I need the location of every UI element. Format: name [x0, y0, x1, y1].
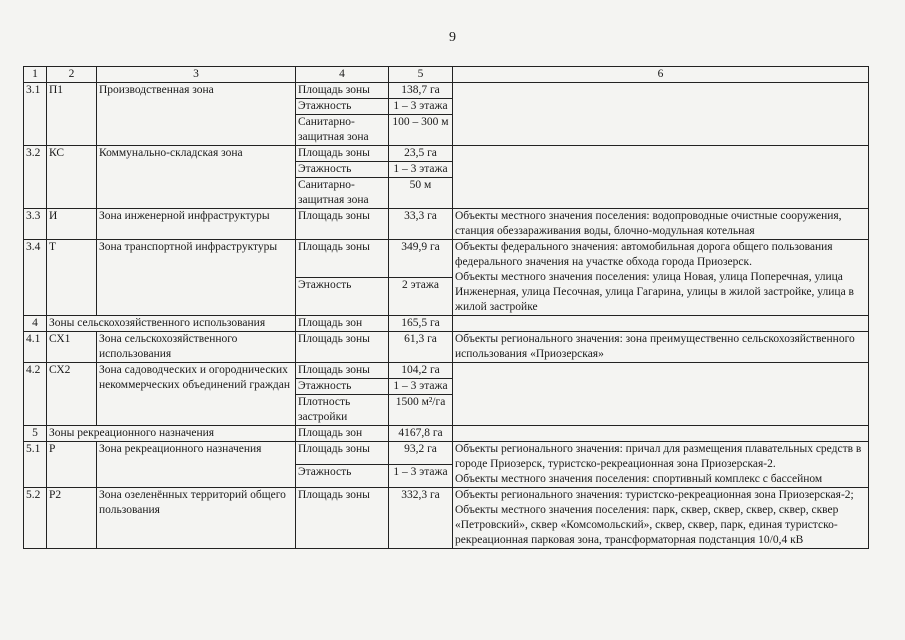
column-header: 4	[296, 67, 389, 83]
zone-objects	[453, 363, 869, 426]
param-label: Плотность застройки	[296, 395, 389, 426]
zone-name: Зона транспортной инфраструктуры	[97, 240, 296, 316]
zone-name: Производственная зона	[97, 83, 296, 146]
table-row	[24, 488, 869, 549]
objects-paragraph: Объекты регионального значения: зона преимущественно сельскохозяйственного использования «Приозерская»	[455, 333, 855, 360]
page-number: 9	[449, 30, 456, 45]
column-header: 1	[24, 67, 47, 83]
row-number: 3.4	[24, 240, 47, 316]
zone-code: КС	[47, 146, 97, 209]
zone-objects	[453, 488, 869, 549]
table-row	[24, 442, 869, 465]
section-row	[24, 316, 869, 332]
param-label: Площадь зон	[296, 316, 389, 332]
zone-code: И	[47, 209, 97, 240]
param-label: Площадь зоны	[296, 488, 389, 549]
zone-code: Р	[47, 442, 97, 488]
row-number: 3.3	[24, 209, 47, 240]
param-value: 4167,8 га	[389, 426, 453, 442]
row-number: 4.1	[24, 332, 47, 363]
row-number: 5.2	[24, 488, 47, 549]
param-value: 93,2 га	[389, 442, 453, 465]
objects-paragraph: Объекты регионального значения: туристско-рекреационная зона Приозерская-2;	[455, 489, 854, 501]
param-label: Площадь зоны	[296, 209, 389, 240]
param-value: 1500 м²/га	[389, 395, 453, 426]
zone-objects	[453, 426, 869, 442]
param-value: 1 – 3 этажа	[389, 162, 453, 178]
table-row	[24, 363, 869, 379]
table-row	[24, 209, 869, 240]
param-value: 23,5 га	[389, 146, 453, 162]
param-value: 332,3 га	[389, 488, 453, 549]
zone-code: П1	[47, 83, 97, 146]
table-row	[24, 332, 869, 363]
param-label: Площадь зоны	[296, 332, 389, 363]
table-row	[24, 83, 869, 99]
objects-paragraph: Объекты регионального значения: причал для размещения плавательных средств в городе Приозерск, туристско-рекреационная зона Приозерская-2.	[455, 443, 862, 470]
zone-objects	[453, 332, 869, 363]
param-label: Площадь зоны	[296, 146, 389, 162]
zone-objects	[453, 240, 869, 316]
param-value: 33,3 га	[389, 209, 453, 240]
param-label: Площадь зон	[296, 426, 389, 442]
zone-objects	[453, 146, 869, 209]
column-header: 5	[389, 67, 453, 83]
zone-code: СХ2	[47, 363, 97, 426]
param-label: Санитарно-защитная зона	[296, 115, 389, 146]
param-value: 1 – 3 этажа	[389, 465, 453, 488]
objects-paragraph: Объекты местного значения поселения: улица Новая, улица Поперечная, улица Инженерная, улица Песочная, улица Гагарина, улицы в жилой застройке, улица в жилой застройке	[455, 271, 854, 313]
param-value: 50 м	[389, 178, 453, 209]
param-value: 1 – 3 этажа	[389, 99, 453, 115]
row-number: 5	[24, 426, 47, 442]
column-header: 6	[453, 67, 869, 83]
table-row	[24, 240, 869, 278]
zones-table	[23, 66, 869, 549]
section-row	[24, 426, 869, 442]
objects-paragraph: Объекты местного значения поселения: парк, сквер, сквер, сквер, сквер, сквер «Петровский», сквер «Комсомольский», сквер, сквер, парк, единая туристско-рекреационная парковая зона, трансформаторная подстанция 10/0,4 кВ	[455, 504, 839, 546]
zone-code: Р2	[47, 488, 97, 549]
zone-name: Коммунально-складская зона	[97, 146, 296, 209]
row-number: 4.2	[24, 363, 47, 426]
param-value: 138,7 га	[389, 83, 453, 99]
section-title: Зоны сельскохозяйственного использования	[47, 316, 296, 332]
param-label: Этажность	[296, 99, 389, 115]
row-number: 4	[24, 316, 47, 332]
param-label: Площадь зоны	[296, 83, 389, 99]
zone-name: Зона рекреационного назначения	[97, 442, 296, 488]
row-number: 3.2	[24, 146, 47, 209]
row-number: 5.1	[24, 442, 47, 488]
table-row	[24, 146, 869, 162]
zone-objects	[453, 83, 869, 146]
zone-code: Т	[47, 240, 97, 316]
param-label: Этажность	[296, 162, 389, 178]
column-header: 3	[97, 67, 296, 83]
objects-paragraph: Объекты местного значения поселения: спортивный комплекс с бассейном	[455, 473, 823, 485]
param-label: Этажность	[296, 379, 389, 395]
zone-name: Зона инженерной инфраструктуры	[97, 209, 296, 240]
param-label: Этажность	[296, 278, 389, 316]
zone-name: Зона озеленённых территорий общего пользования	[97, 488, 296, 549]
zone-name: Зона садоводческих и огороднических некоммерческих объединений граждан	[97, 363, 296, 426]
param-label: Площадь зоны	[296, 442, 389, 465]
param-label: Площадь зоны	[296, 240, 389, 278]
section-title: Зоны рекреационного назначения	[47, 426, 296, 442]
param-label: Санитарно-защитная зона	[296, 178, 389, 209]
zone-objects	[453, 442, 869, 488]
header-row	[24, 67, 869, 83]
zone-code: СХ1	[47, 332, 97, 363]
param-value: 349,9 га	[389, 240, 453, 278]
objects-paragraph: Объекты местного значения поселения: водопроводные очистные сооружения, станция обеззараживания воды, блочно-модульная котельная	[455, 210, 842, 237]
row-number: 3.1	[24, 83, 47, 146]
param-value: 100 – 300 м	[389, 115, 453, 146]
param-value: 104,2 га	[389, 363, 453, 379]
param-value: 165,5 га	[389, 316, 453, 332]
param-value: 61,3 га	[389, 332, 453, 363]
objects-paragraph: Объекты федерального значения: автомобильная дорога общего пользования федерального значения на участке обхода города Приозерск.	[455, 241, 833, 268]
zone-name: Зона сельскохозяйственного использования	[97, 332, 296, 363]
param-label: Этажность	[296, 465, 389, 488]
zone-objects	[453, 209, 869, 240]
param-label: Площадь зоны	[296, 363, 389, 379]
zone-objects	[453, 316, 869, 332]
param-value: 2 этажа	[389, 278, 453, 316]
column-header: 2	[47, 67, 97, 83]
param-value: 1 – 3 этажа	[389, 379, 453, 395]
